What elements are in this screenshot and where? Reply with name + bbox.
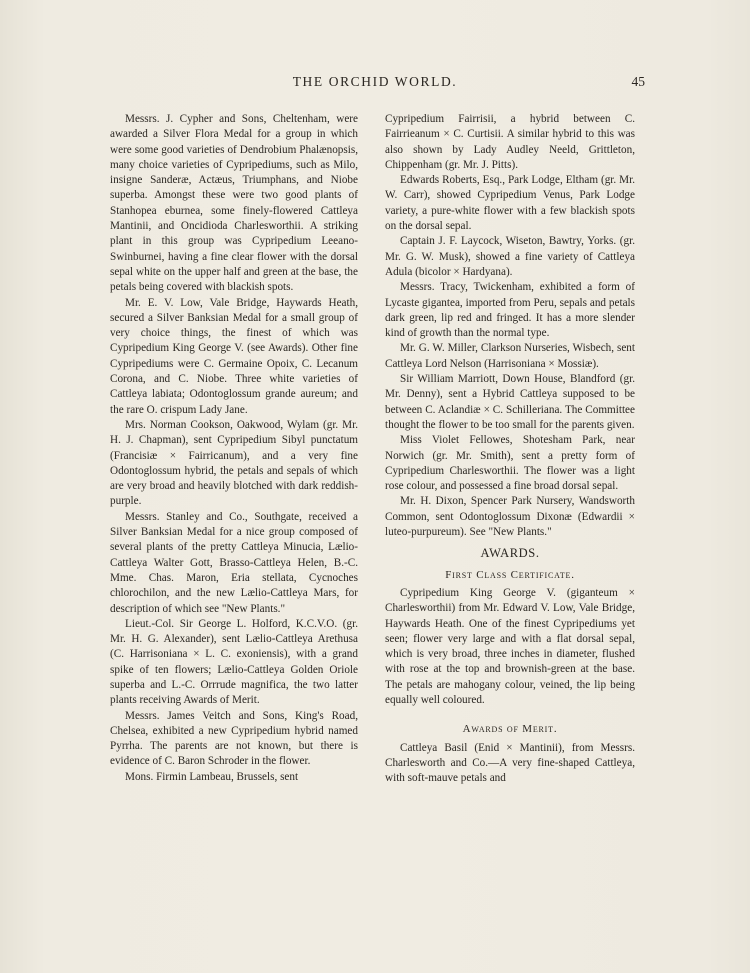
paragraph: Lieut.-Col. Sir George L. Holford, K.C.V.O. (gr. Mr. H. G. Alexander), sent Lælio-Cattleya Arethusa (C. Harrisoniana × L. C. exoniensis), with a grand spike of ten flowers; Lælio-Cattleya Golden Oriole superba and L.-C. Orrrude magnifica, the two latter plants receiving Awards of Merit.	[110, 617, 358, 707]
paragraph: Mrs. Norman Cookson, Oakwood, Wylam (gr. Mr. H. J. Chapman), sent Cypripedium Sibyl punctatum (Francisiæ × Fairricanum), and a very fine Odontoglossum hybrid, the petals and sepals of which are very broad and heavily blotched with dark reddish-purple.	[110, 418, 358, 508]
paragraph: Mr. E. V. Low, Vale Bridge, Haywards Heath, secured a Silver Banksian Medal for a small group of very choice things, the finest of which was Cypripedium King George V. (see Awards). Other fine Cypripediums were C. Germaine Opoix, C. Lecanum Corona, and C. Niobe. Three white varieties of Cattleya labiata; Odontoglossum grande aureum; and the rare O. crispum Lady Jane.	[110, 296, 358, 416]
journal-title: THE ORCHID WORLD.	[292, 74, 458, 89]
paragraph: Miss Violet Fellowes, Shotesham Park, near Norwich (gr. Mr. Smith), sent a pretty form of Cypripedium Charlesworthii. The flower was a light rose colour, and possessed a fine broad dorsal sepal.	[385, 434, 635, 493]
paragraph: Messrs. J. Cypher and Sons, Cheltenham, were awarded a Silver Flora Medal for a group in which were some good varieties of Dendrobium Phalænopsis, many choice varieties of Cypripediums, such as Milo, insigne Sanderæ, Actæus, Triumphans, and Niobe superba. Amongst these were two good plants of Stanhopea eburnea, some finely-flowered Cattleya Mantinii, and Oncidioda Charlesworthii. A striking plant in this group was Cypripedium Leeano-Swinburnei, having a fine clear flower with the dorsal sepal white on the upper half and green at the base, the petals being covered with blackish spots.	[110, 113, 358, 294]
right-column	[385, 112, 635, 786]
page-number: 45	[631, 74, 645, 89]
left-column	[110, 112, 358, 785]
paragraph: Edwards Roberts, Esq., Park Lodge, Eltham (gr. Mr. W. Carr), showed Cypripedium Venus, Park Lodge variety, a pure-white flower with a few blackish spots on the dorsal sepal.	[385, 174, 635, 233]
paragraph: Mons. Firmin Lambeau, Brussels, sent	[125, 770, 299, 783]
paragraph: Messrs. Stanley and Co., Southgate, received a Silver Banksian Medal for a nice group composed of several plants of the pretty Cattleya Minucia, Lælio-Cattleya Walter Gott, Brasso-Cattleya Helen, B.-C. Mme. Chas. Maron, Eria stellata, Cycnoches chlorochilon, and the new Lælio-Cattleya Mars, for description of which see "New Plants."	[110, 510, 358, 615]
paragraph: Cypripedium King George V. (giganteum × Charlesworthii) from Mr. Edward V. Low, Vale Bridge, Haywards Heath. One of the finest Cypripediums yet seen; flower very large and with a flat dorsal sepal, which is very broad, three inches in diameter, flushed with rose at the top and brownish-green at the base. The petals are mahogany colour, veined, the lip being equally well coloured.	[385, 586, 635, 706]
paragraph: Cattleya Basil (Enid × Mantinii), from Messrs. Charlesworth and Co.—A very fine-shaped Cattleya, with soft-mauve petals and	[385, 741, 635, 785]
paragraph: Mr. G. W. Miller, Clarkson Nurseries, Wisbech, sent Cattleya Lord Nelson (Harrisoniana × Mossiæ).	[385, 342, 635, 370]
awards-heading: AWARDS.	[480, 546, 540, 561]
paragraph: Cypripedium Fairrisii, a hybrid between C. Fairrieanum × C. Curtisii. A similar hybrid to this was also shown by Lady Audley Neeld, Grittleton, Chippenham (gr. Mr. J. Pitts).	[385, 113, 635, 171]
running-head	[0, 74, 750, 94]
first-class-certificate-heading: First Class Certificate.	[445, 568, 575, 581]
paragraph: Messrs. James Veitch and Sons, King's Road, Chelsea, exhibited a new Cypripedium hybrid named Pyrrha. The parents are not known, but there is evidence of C. Baron Schroder in the flower.	[110, 709, 358, 768]
paragraph: Messrs. Tracy, Twickenham, exhibited a form of Lycaste gigantea, imported from Peru, sepals and petals dark green, lip red and fringed. It has a more slender kind of growth than the normal type.	[385, 281, 635, 340]
paragraph: Sir William Marriott, Down House, Blandford (gr. Mr. Denny), sent a Hybrid Cattleya supposed to be between C. Aclandiæ × C. Schilleriana. The Committee thought the flower to be too small for the parents given.	[385, 373, 635, 431]
awards-of-merit-heading: Awards of Merit.	[462, 723, 558, 736]
paragraph: Mr. H. Dixon, Spencer Park Nursery, Wandsworth Common, sent Odontoglossum Dixonæ (Edwardii × luteo-purpureum). See "New Plants."	[385, 495, 635, 539]
paragraph: Captain J. F. Laycock, Wiseton, Bawtry, Yorks. (gr. Mr. G. W. Musk), showed a fine variety of Cattleya Adula (bicolor × Hardyana).	[385, 235, 635, 278]
